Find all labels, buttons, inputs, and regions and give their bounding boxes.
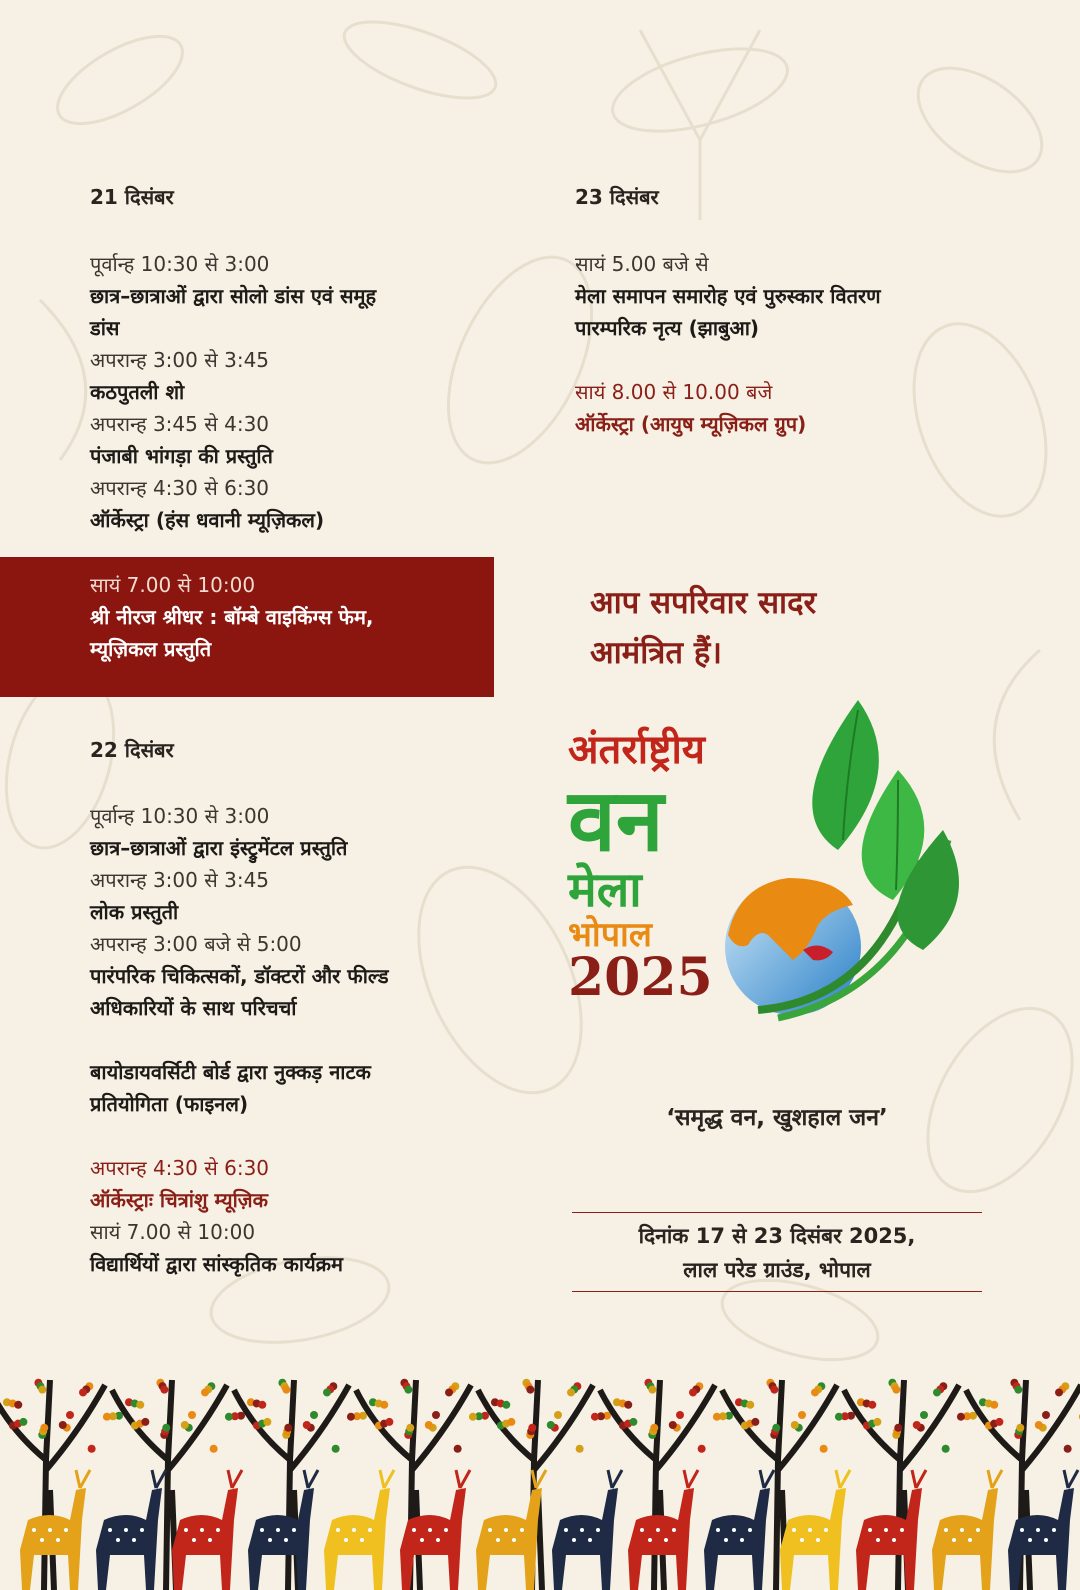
tree-leaf [162,1424,170,1432]
tree-icon [600,1380,715,1590]
schedule-activity: प्रतियोगिता (फाइनल) [90,1092,249,1116]
tree-leaf [332,1445,340,1453]
deer-icon [1008,1470,1078,1590]
deer-spot [976,1528,980,1532]
schedule-activity: छात्र–छात्राओं द्वारा सोलो डांस एवं समूह [90,284,377,308]
tree-leaf [160,1386,168,1394]
tree-leaf [689,1388,697,1396]
tagline: ‘समृद्ध वन, खुशहाल जन’ [666,1105,888,1131]
deer-spot [656,1528,660,1532]
schedule-time: पूर्वान्ह 10:30 से 3:00 [90,252,270,276]
deer-spot [512,1538,516,1542]
deer-icon [324,1470,394,1590]
tree-leaf [629,1418,637,1426]
invitation-line: आमंत्रित हैं। [590,635,723,671]
deer-icon [780,1470,850,1590]
schedule-time: सायं 8.00 से 10.00 बजे [575,380,773,404]
deer-spot [968,1538,972,1542]
tree-leaf [798,1411,806,1419]
tree-leaf [820,1445,828,1453]
deer-spot [292,1528,296,1532]
day21-schedule [90,248,490,536]
day22-heading: 22 दिसंबर [90,738,174,762]
logo-word-bhopal: भोपाल [568,915,652,955]
invitation-text [590,578,816,678]
deer-spot [504,1528,508,1532]
deer-spot [132,1538,136,1542]
deer-spot [284,1538,288,1542]
deer-spot [944,1528,948,1532]
venue-location: लाल परेड ग्राउंड, भोपाल [683,1258,871,1282]
tree-leaf [591,1413,599,1421]
deer-spot [740,1538,744,1542]
tree-leaf [811,1388,819,1396]
deer-icon [476,1470,546,1590]
tree-leaf [323,1388,331,1396]
tree-leaf [258,1401,266,1409]
deer-spot [276,1528,280,1532]
deer-spot [124,1528,128,1532]
deer-spot [368,1528,372,1532]
tree-leaf [868,1401,876,1409]
highlight-activity: श्री नीरज श्रीधर : बॉम्बे वाइकिंग्स फेम, [90,605,374,629]
day22-schedule [90,800,490,1280]
tree-leaf [713,1413,721,1421]
folk-art-border [0,1370,1080,1590]
logo-word-mela: मेला [568,862,642,918]
deer-spot [32,1528,36,1532]
deer-icon [96,1470,166,1590]
deer-icon [248,1470,318,1590]
tree-leaf [188,1411,196,1419]
tree-leaf [942,1445,950,1453]
tree-leaf [698,1445,706,1453]
tree-leaf [1035,1421,1043,1429]
logo-word-international: अंतर्राष्ट्रीय [568,727,705,773]
deer-spot [868,1528,872,1532]
deer-spot [1020,1528,1024,1532]
tree-icon [0,1380,105,1590]
tree-leaf [225,1413,233,1421]
deer-spot [436,1538,440,1542]
tree-leaf [894,1424,902,1432]
deer-spot [1036,1528,1040,1532]
deer-spot [268,1538,272,1542]
deer-spot [640,1528,644,1532]
deer-spot [816,1538,820,1542]
tree-leaf [913,1421,921,1429]
deer-spot [520,1528,524,1532]
deer-spot [420,1538,424,1542]
tree-leaf [648,1386,656,1394]
deer-spot [808,1528,812,1532]
logo-word-van: वन [568,771,664,871]
venue-date: दिनांक 17 से 23 दिसंबर 2025, [638,1224,916,1248]
deer-spot [200,1528,204,1532]
deer-spot [892,1538,896,1542]
day21-heading: 21 दिसंबर [90,185,174,209]
tree-leaf [892,1386,900,1394]
tree-leaf [1042,1411,1050,1419]
tree-leaf [181,1421,189,1429]
deer-spot [192,1538,196,1542]
deer-spot [336,1528,340,1532]
event-logo [568,700,988,1030]
tree-leaf [554,1411,562,1419]
day23-schedule [575,248,995,440]
tree-leaf [669,1421,677,1429]
tree-leaf [920,1411,928,1419]
tree-leaf [502,1401,510,1409]
deer-spot [360,1538,364,1542]
deer-spot [40,1538,44,1542]
deer-spot [1052,1528,1056,1532]
tree-icon [722,1380,837,1590]
tree-leaf [576,1445,584,1453]
deer-spot [56,1538,60,1542]
schedule-time: अपरान्ह 3:00 बजे से 5:00 [90,932,302,956]
tree-leaf [445,1388,453,1396]
tree-leaf [79,1388,87,1396]
schedule-time: अपरान्ह 4:30 से 6:30 [90,1156,270,1180]
schedule-activity: छात्र–छात्राओं द्वारा इंस्ट्रुमेंटल प्रस्तुति [90,836,348,860]
deer-icon [172,1470,242,1590]
tree-leaf [103,1413,111,1421]
deer-spot [216,1528,220,1532]
deer-icon [932,1470,1002,1590]
tree-leaf [751,1418,759,1426]
deer-spot [672,1528,676,1532]
tree-leaf [404,1386,412,1394]
deer-spot [260,1528,264,1532]
deer-spot [960,1528,964,1532]
tree-leaf [14,1401,22,1409]
deer-spot [732,1528,736,1532]
logo-year: 2025 [568,947,713,1008]
deer-spot [412,1528,416,1532]
deer-spot [344,1538,348,1542]
schedule-activity: अधिकारियों के साथ परिचर्चा [90,996,297,1020]
deer-spot [1028,1538,1032,1542]
tree-leaf [40,1424,48,1432]
tree-leaf [528,1424,536,1432]
tree-leaf [88,1445,96,1453]
tree-leaf [59,1421,67,1429]
globe-leaf-icon [718,700,988,1030]
schedule-time: अपरान्ह 3:00 से 3:45 [90,348,270,372]
schedule-activity: डांस [90,316,120,340]
deer-spot [352,1528,356,1532]
tree-leaf [1014,1386,1022,1394]
tree-leaf [1055,1388,1063,1396]
deer-spot [564,1528,568,1532]
schedule-time: अपरान्ह 3:45 से 4:30 [90,412,270,436]
deer-spot [140,1528,144,1532]
tree-leaf [282,1386,290,1394]
schedule-activity: पारंपरिक चिकित्सकों, डॉक्टरों और फील्ड [90,964,389,988]
schedule-time: अपरान्ह 4:30 से 6:30 [90,476,270,500]
invitation-line: आप सपरिवार सादर [590,585,817,621]
highlight-time: सायं 7.00 से 10:00 [90,573,256,597]
tree-leaf [507,1418,515,1426]
deer-spot [748,1528,752,1532]
tree-leaf [19,1418,27,1426]
deer-spot [444,1528,448,1532]
deer-spot [208,1538,212,1542]
tree-leaf [567,1388,575,1396]
tree-leaf [746,1401,754,1409]
tree-leaf [201,1388,209,1396]
schedule-time: पूर्वान्ह 10:30 से 3:00 [90,804,270,828]
tree-leaf [263,1418,271,1426]
deer-spot [116,1538,120,1542]
highlight-activity: म्यूज़िकल प्रस्तुति [90,637,212,661]
deer-spot [952,1538,956,1542]
schedule-activity: पारम्परिक नृत्य (झाबुआ) [575,316,760,340]
tree-leaf [432,1411,440,1419]
venue-box [572,1212,982,1292]
highlight-band [0,557,494,697]
deer-spot [588,1538,592,1542]
tree-leaf [791,1421,799,1429]
deer-spot [824,1528,828,1532]
tree-leaf [676,1411,684,1419]
deer-spot [724,1538,728,1542]
deer-spot [488,1528,492,1532]
tree-leaf [995,1418,1003,1426]
tree-icon [112,1380,227,1590]
deer-spot [884,1528,888,1532]
schedule-activity: ऑर्केस्ट्राः चित्रांशु म्यूज़िक [90,1188,269,1212]
schedule-activity: विद्यार्थियों द्वारा सांस्कृतिक कार्यक्रम [90,1252,343,1276]
schedule-activity: लोक प्रस्तुती [90,900,179,924]
tree-leaf [1016,1424,1024,1432]
deer-spot [496,1538,500,1542]
tree-leaf [406,1424,414,1432]
deer-spot [572,1538,576,1542]
deer-spot [428,1528,432,1532]
tree-leaf [933,1388,941,1396]
tree-leaf [835,1413,843,1421]
tree-leaf [526,1386,534,1394]
deer-spot [876,1538,880,1542]
deer-spot [64,1528,68,1532]
deer-spot [716,1528,720,1532]
deer-spot [648,1538,652,1542]
deer-spot [580,1528,584,1532]
tree-leaf [990,1401,998,1409]
tree-leaf [650,1424,658,1432]
tree-leaf [136,1401,144,1409]
deer-icon [704,1470,774,1590]
deer-icon [552,1470,622,1590]
tree-leaf [770,1386,778,1394]
tree-leaf [1064,1445,1072,1453]
schedule-time: सायं 5.00 बजे से [575,252,709,276]
deer-spot [792,1528,796,1532]
deer-spot [596,1528,600,1532]
deer-spot [900,1528,904,1532]
tree-leaf [454,1445,462,1453]
schedule-activity: ऑर्केस्ट्रा (हंस धवानी म्यूज़िकल) [90,508,325,532]
tree-leaf [547,1421,555,1429]
deer-icon [856,1470,926,1590]
schedule-activity: कठपुतली शो [90,380,185,404]
tree-leaf [310,1411,318,1419]
deer-spot [800,1538,804,1542]
tree-leaf [772,1424,780,1432]
tree-leaf [284,1424,292,1432]
tree-leaf [425,1421,433,1429]
tree-leaf [385,1418,393,1426]
day23-heading: 23 दिसंबर [575,185,659,209]
schedule-time: सायं 7.00 से 10:00 [90,1220,256,1244]
tree-leaf [303,1421,311,1429]
schedule-activity: बायोडायवर्सिटी बोर्ड द्वारा नुक्कड़ नाटक [90,1060,371,1084]
deer-spot [184,1528,188,1532]
deer-spot [664,1538,668,1542]
schedule-activity: ऑर्केस्ट्रा (आयुष म्यूज़िकल ग्रुप) [575,412,807,436]
deer-spot [108,1528,112,1532]
tree-leaf [347,1413,355,1421]
tree-leaf [66,1411,74,1419]
schedule-activity: पंजाबी भांगड़ा की प्रस्तुति [90,444,273,468]
schedule-time: अपरान्ह 3:00 से 3:45 [90,868,270,892]
tree-leaf [141,1418,149,1426]
tree-leaf [38,1386,46,1394]
deer-spot [1044,1538,1048,1542]
tree-leaf [469,1413,477,1421]
tree-leaf [873,1418,881,1426]
schedule-activity: मेला समापन समारोह एवं पुरुस्कार वितरण [575,284,881,308]
tree-leaf [210,1445,218,1453]
tree-leaf [380,1401,388,1409]
tree-leaf [957,1413,965,1421]
tree-leaf [624,1401,632,1409]
deer-spot [48,1528,52,1532]
